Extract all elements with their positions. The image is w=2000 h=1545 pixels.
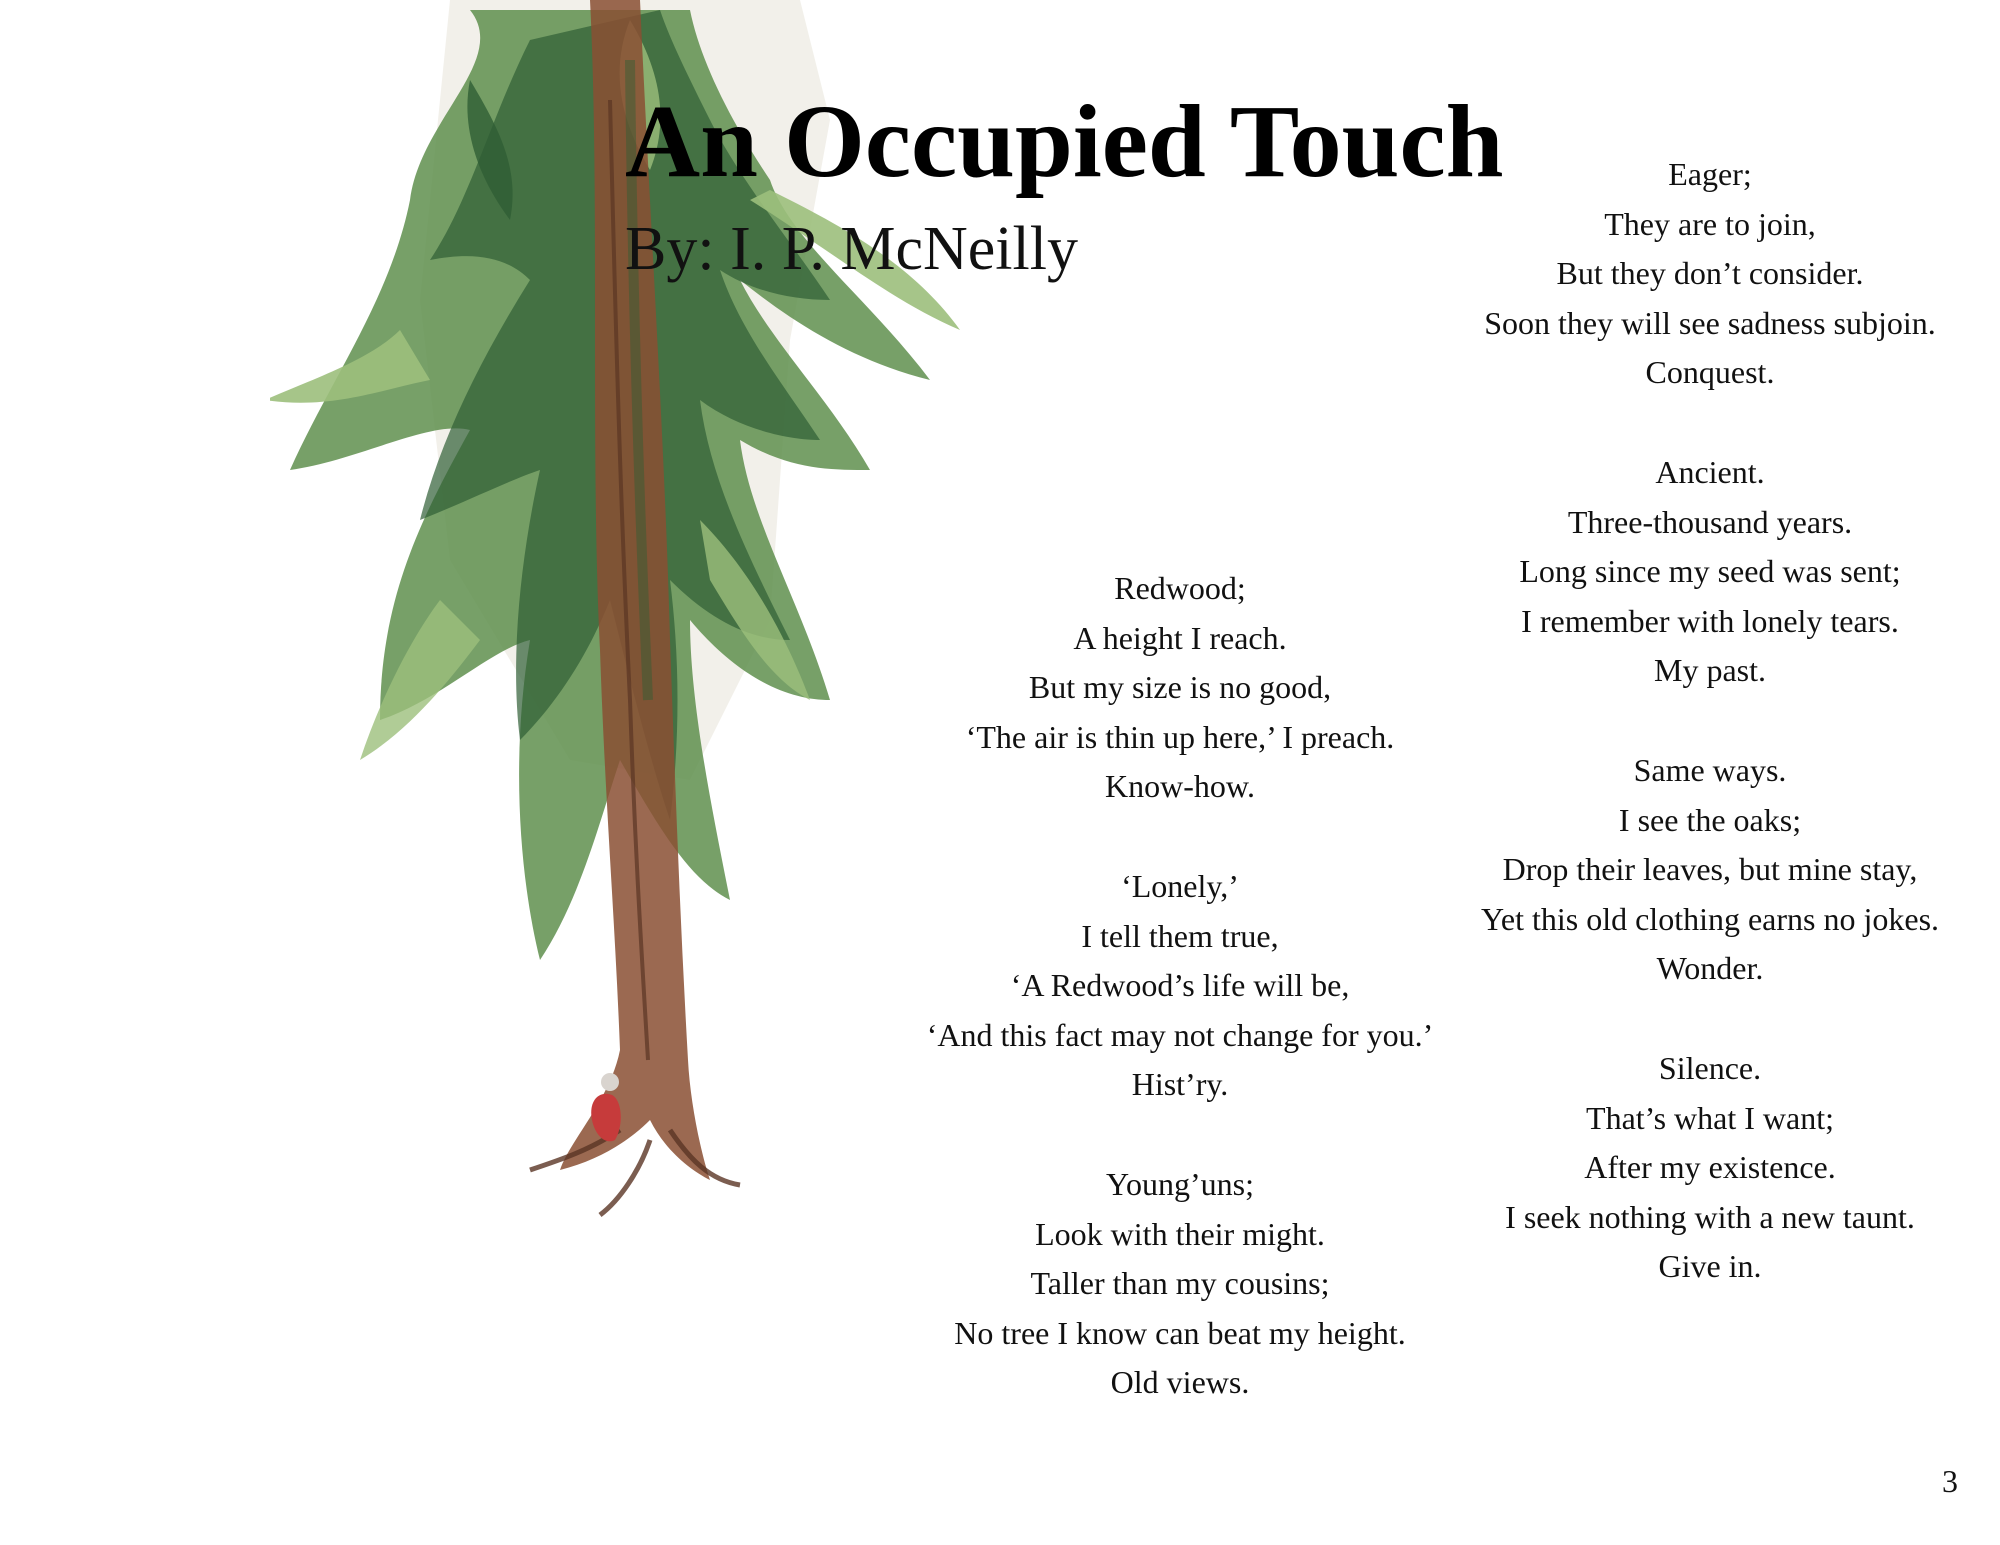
- stanza-left-2: [880, 862, 1480, 1110]
- poem-line: ‘The air is thin up here,’ I preach.: [965, 718, 1395, 755]
- poem-line: Young’uns;: [1106, 1166, 1254, 1202]
- poem-line: Look with their might.: [1035, 1215, 1325, 1252]
- poem-line: I tell them true,: [1081, 917, 1279, 954]
- poem-line: Ancient.: [1655, 454, 1765, 490]
- poem-line: Long since my seed was sent;: [1519, 553, 1901, 590]
- stanza-left-1: [880, 564, 1480, 812]
- stanza-left-3: [880, 1160, 1480, 1408]
- stanza-right-1: [1410, 150, 2000, 398]
- stanza-right-3: [1410, 746, 2000, 994]
- poem-line: But my size is no good,: [1028, 669, 1332, 706]
- poem-line: Conquest.: [1645, 354, 1775, 391]
- poem-line: Know-how.: [1105, 768, 1255, 805]
- poem-line: Yet this old clothing earns no jokes.: [1480, 900, 1940, 937]
- poem-line: Old views.: [1110, 1364, 1250, 1401]
- page-number: 3: [1942, 1463, 1958, 1499]
- poem-line: ‘Lonely,’: [1121, 868, 1239, 904]
- poem-line: ‘And this fact may not change for you.’: [926, 1016, 1434, 1053]
- poem-title: An Occupied Touch: [625, 84, 1504, 199]
- poem-line: No tree I know can beat my height.: [954, 1314, 1406, 1351]
- poem-line: My past.: [1654, 652, 1766, 689]
- poem-line: They are to join,: [1604, 205, 1816, 242]
- poem-line: Hist’ry.: [1131, 1066, 1229, 1103]
- poem-line: Redwood;: [1114, 570, 1246, 606]
- poem-line: Give in.: [1658, 1248, 1762, 1285]
- poem-line: Taller than my cousins;: [1030, 1265, 1330, 1302]
- poem-line: Wonder.: [1656, 950, 1764, 987]
- poem-line: I remember with lonely tears.: [1521, 602, 1899, 639]
- poem-line: Silence.: [1658, 1050, 1762, 1086]
- poem-line: Soon they will see sadness subjoin.: [1484, 304, 1936, 341]
- stanza-right-4: [1410, 1044, 2000, 1292]
- tree-roots: [530, 1130, 740, 1215]
- poem-byline: By: I. P. McNeilly: [625, 215, 1078, 283]
- poem-line: Drop their leaves, but mine stay,: [1502, 851, 1918, 888]
- stanza-right-2: [1410, 448, 2000, 696]
- poem-line: That’s what I want;: [1586, 1099, 1834, 1136]
- poem-line: Three-thousand years.: [1567, 503, 1853, 540]
- poem-line: I see the oaks;: [1618, 801, 1802, 838]
- poem-line: After my existence.: [1584, 1149, 1836, 1186]
- poem-line: I seek nothing with a new taunt.: [1505, 1198, 1915, 1235]
- poem-line: Eager;: [1668, 156, 1752, 192]
- poem-line: Same ways.: [1633, 752, 1787, 788]
- poem-line: A height I reach.: [1073, 619, 1287, 656]
- poem-line: But they don’t consider.: [1556, 255, 1864, 292]
- poem-line: ‘A Redwood’s life will be,: [1010, 967, 1350, 1004]
